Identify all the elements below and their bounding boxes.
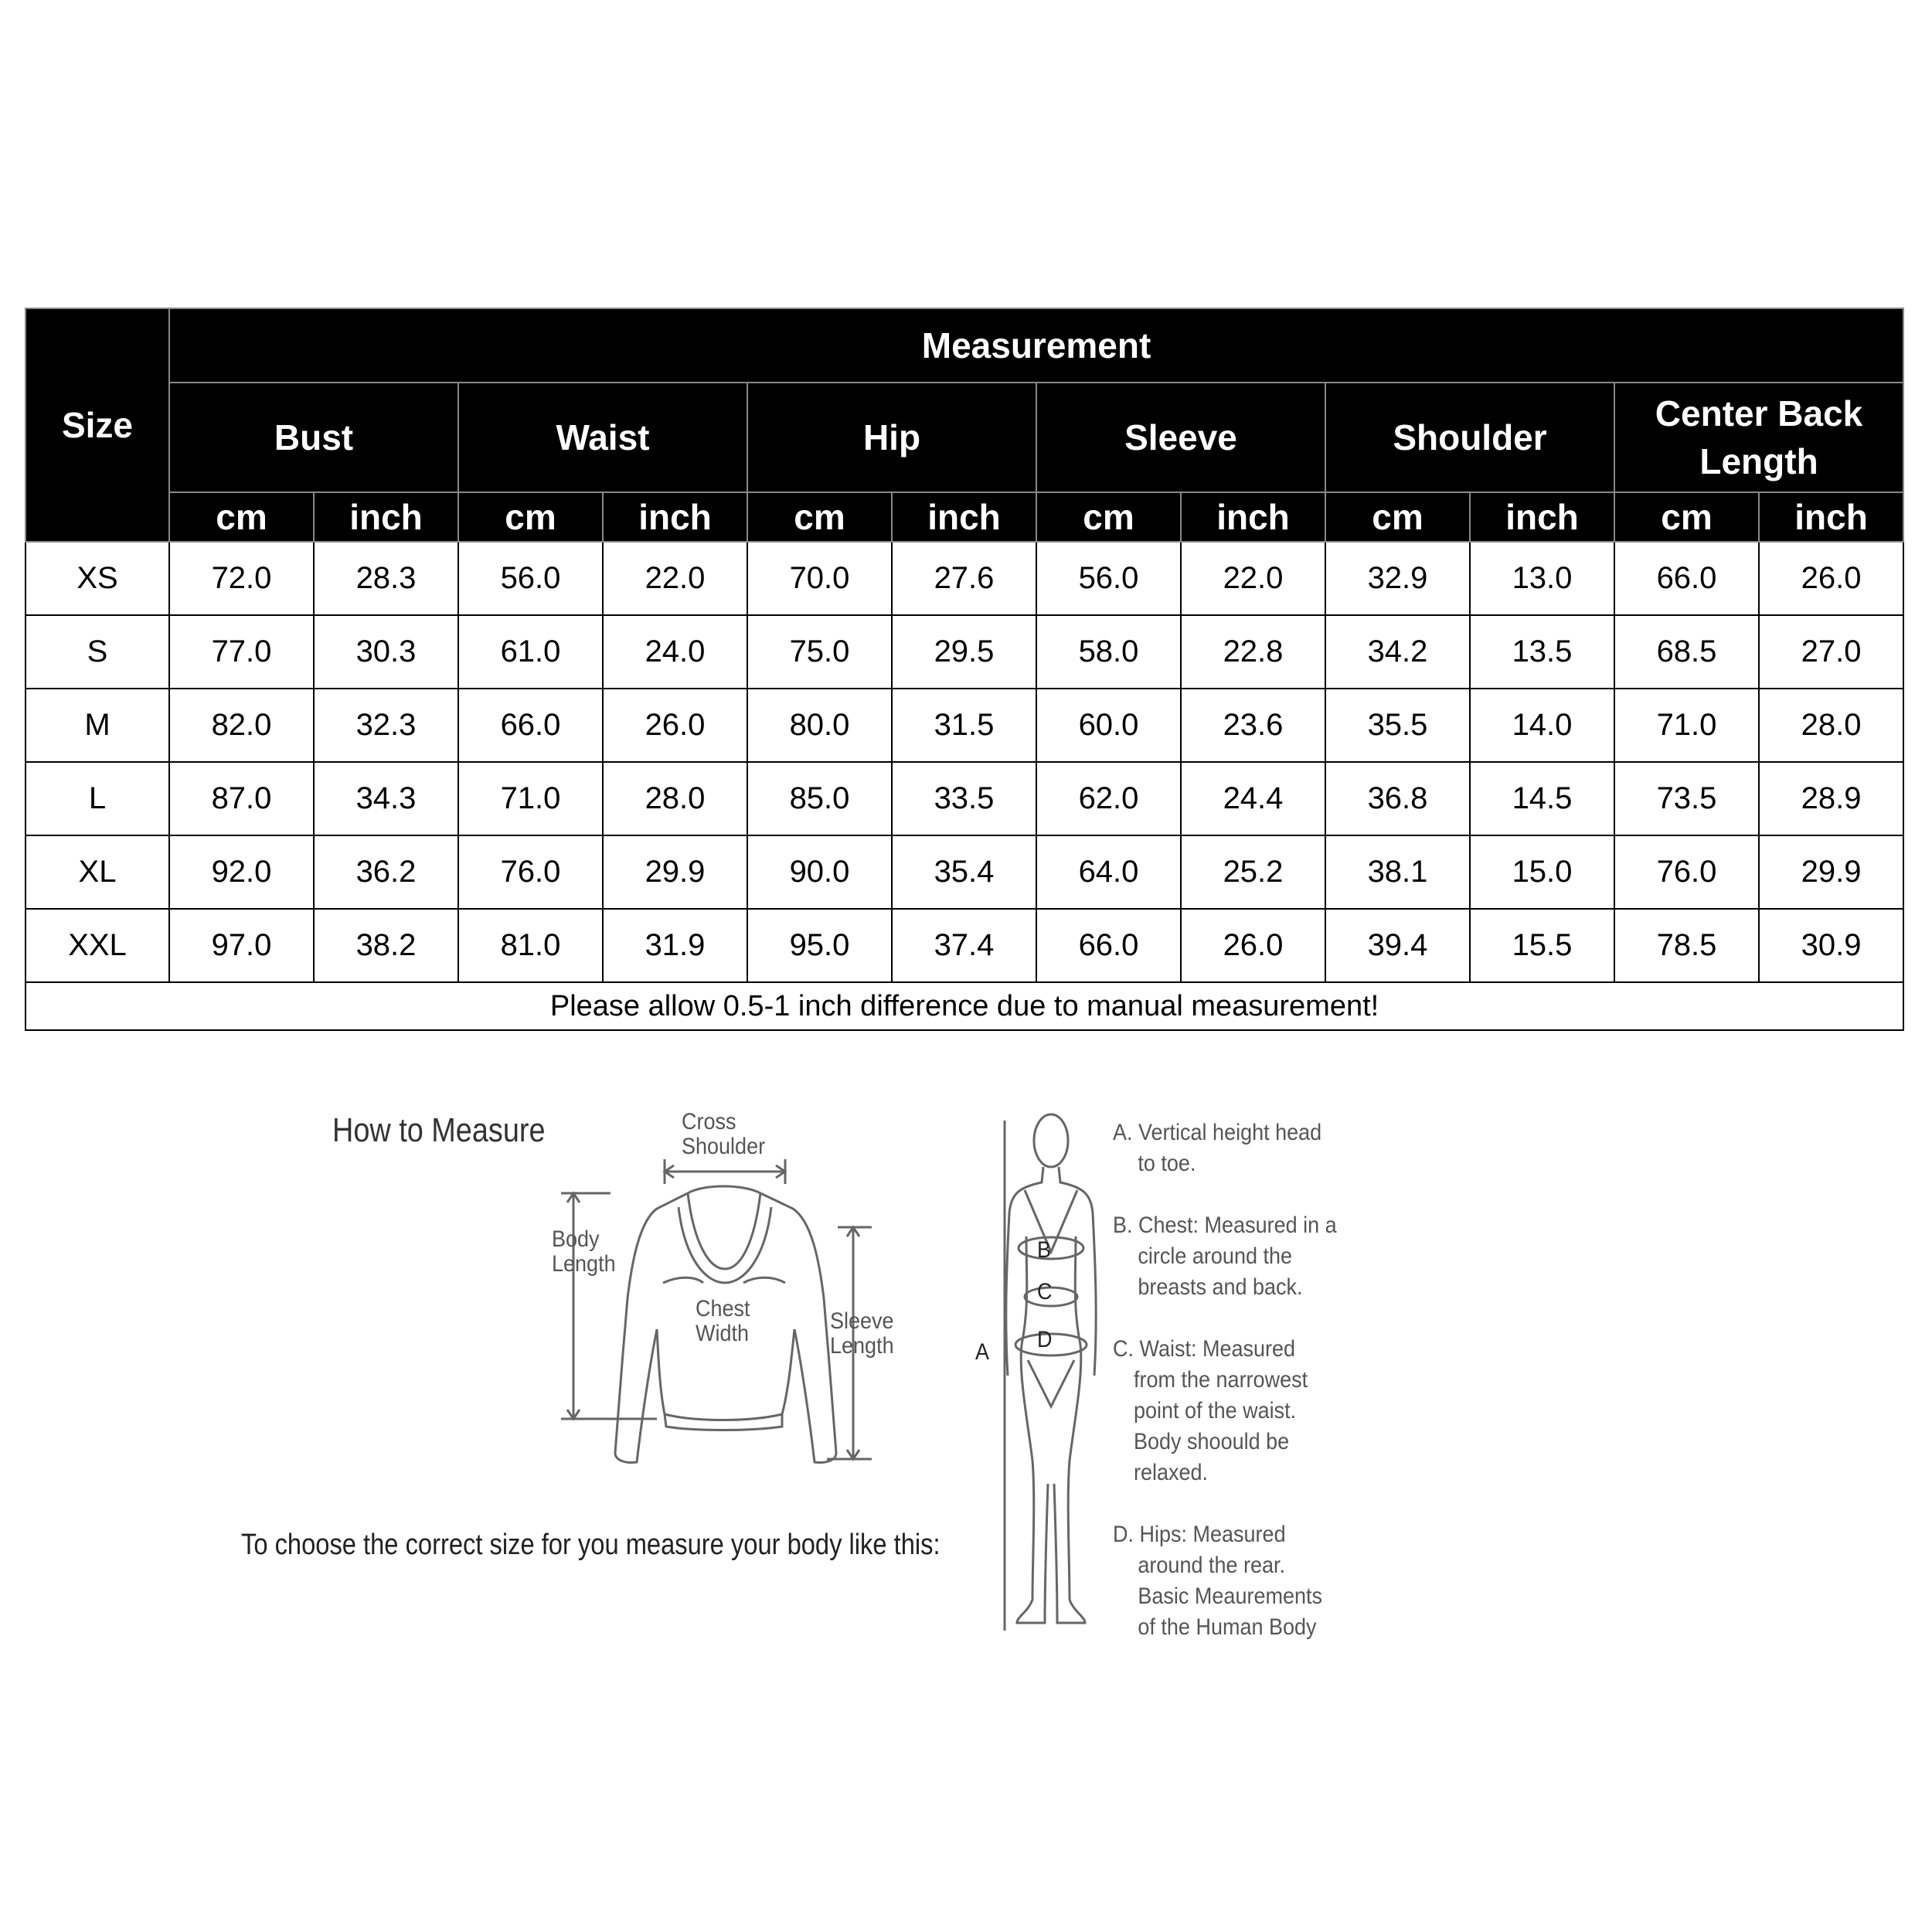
- note-d-line2: around the rear.: [1138, 1553, 1286, 1578]
- value-cell: 61.0: [458, 615, 603, 689]
- value-cell: 28.0: [1759, 689, 1903, 762]
- value-cell: 36.8: [1325, 762, 1470, 835]
- value-cell: 27.0: [1759, 615, 1903, 689]
- value-cell: 30.9: [1759, 909, 1903, 982]
- value-cell: 66.0: [458, 689, 603, 762]
- size-cell: L: [26, 762, 169, 835]
- value-cell: 81.0: [458, 909, 603, 982]
- note-d-line3: Basic Meaurements: [1138, 1583, 1322, 1609]
- value-cell: 28.0: [603, 762, 747, 835]
- size-cell: XL: [26, 835, 169, 909]
- value-cell: 64.0: [1036, 835, 1181, 909]
- unit-header-inch: inch: [1759, 492, 1903, 542]
- table-row: [26, 689, 1903, 762]
- value-cell: 15.5: [1470, 909, 1614, 982]
- group-header-center-back-length: Center Back Length: [1614, 383, 1903, 492]
- note-d: [1113, 1519, 1335, 1643]
- unit-header-inch: inch: [603, 492, 747, 542]
- value-cell: 13.0: [1470, 542, 1614, 615]
- note-b-line3: breasts and back.: [1138, 1274, 1303, 1300]
- value-cell: 71.0: [458, 762, 603, 835]
- value-cell: 56.0: [458, 542, 603, 615]
- note-d-line4: of the Human Body: [1138, 1614, 1317, 1640]
- note-c-line2: from the narrowest: [1134, 1367, 1308, 1393]
- value-cell: 26.0: [603, 689, 747, 762]
- unit-header-inch: inch: [892, 492, 1036, 542]
- note-b-line1: B. Chest: Measured in a: [1113, 1213, 1337, 1238]
- value-cell: 39.4: [1325, 909, 1470, 982]
- value-cell: 78.5: [1614, 909, 1759, 982]
- size-cell: XS: [26, 542, 169, 615]
- value-cell: 75.0: [747, 615, 892, 689]
- value-cell: 97.0: [169, 909, 314, 982]
- value-cell: 95.0: [747, 909, 892, 982]
- cross-shoulder-line1: Cross: [682, 1109, 736, 1134]
- value-cell: 14.5: [1470, 762, 1614, 835]
- value-cell: 22.8: [1181, 615, 1325, 689]
- value-cell: 22.0: [1181, 542, 1325, 615]
- chest-width-line2: Width: [696, 1321, 750, 1346]
- chest-width-line1: Chest: [696, 1296, 750, 1321]
- value-cell: 31.5: [892, 689, 1036, 762]
- choose-size-instruction: To choose the correct size for you measure your body like this:: [241, 1529, 940, 1561]
- unit-header-inch: inch: [1470, 492, 1614, 542]
- note-c-line4: Body shoould be: [1134, 1429, 1290, 1454]
- unit-header-cm: cm: [1614, 492, 1759, 542]
- value-cell: 29.5: [892, 615, 1036, 689]
- value-cell: 90.0: [747, 835, 892, 909]
- table-row: [26, 835, 1903, 909]
- body-letter-b: B: [1037, 1237, 1052, 1263]
- value-cell: 24.0: [603, 615, 747, 689]
- note-d-line1: D. Hips: Measured: [1113, 1522, 1286, 1547]
- value-cell: 24.4: [1181, 762, 1325, 835]
- note-a: [1113, 1117, 1335, 1179]
- value-cell: 28.9: [1759, 762, 1903, 835]
- unit-header-inch: inch: [314, 492, 458, 542]
- value-cell: 38.1: [1325, 835, 1470, 909]
- unit-header-cm: cm: [1036, 492, 1181, 542]
- human-body-illustration: [974, 1097, 1113, 1654]
- group-header-hip: Hip: [747, 383, 1036, 492]
- value-cell: 92.0: [169, 835, 314, 909]
- value-cell: 32.9: [1325, 542, 1470, 615]
- value-cell: 60.0: [1036, 689, 1181, 762]
- group-header-waist: Waist: [458, 383, 747, 492]
- value-cell: 35.4: [892, 835, 1036, 909]
- value-cell: 27.6: [892, 542, 1036, 615]
- note-a-line2: to toe.: [1138, 1151, 1196, 1176]
- value-cell: 26.0: [1181, 909, 1325, 982]
- measurement-note: Please allow 0.5-1 inch difference due to manual measurement!: [26, 982, 1903, 1030]
- value-cell: 70.0: [747, 542, 892, 615]
- chest-width-label: [696, 1297, 750, 1346]
- measurement-notes: [1113, 1117, 1360, 1674]
- value-cell: 29.9: [1759, 835, 1903, 909]
- value-cell: 76.0: [458, 835, 603, 909]
- value-cell: 72.0: [169, 542, 314, 615]
- value-cell: 25.2: [1181, 835, 1325, 909]
- table-row: [26, 615, 1903, 689]
- value-cell: 30.3: [314, 615, 458, 689]
- value-cell: 71.0: [1614, 689, 1759, 762]
- cross-shoulder-line2: Shoulder: [682, 1134, 766, 1159]
- sleeve-length-label: [830, 1309, 894, 1359]
- value-cell: 36.2: [314, 835, 458, 909]
- unit-header-cm: cm: [458, 492, 603, 542]
- value-cell: 26.0: [1759, 542, 1903, 615]
- value-cell: 34.3: [314, 762, 458, 835]
- value-cell: 66.0: [1614, 542, 1759, 615]
- note-b: [1113, 1210, 1335, 1303]
- note-c-line5: relaxed.: [1134, 1460, 1209, 1485]
- value-cell: 31.9: [603, 909, 747, 982]
- value-cell: 82.0: [169, 689, 314, 762]
- table-row: [26, 909, 1903, 982]
- value-cell: 77.0: [169, 615, 314, 689]
- sleeve-length-line2: Length: [830, 1333, 894, 1359]
- value-cell: 32.3: [314, 689, 458, 762]
- size-cell: XXL: [26, 909, 169, 982]
- value-cell: 35.5: [1325, 689, 1470, 762]
- note-c: [1113, 1334, 1335, 1488]
- size-chart-table: [25, 308, 1904, 1031]
- how-to-measure-title: How to Measure: [332, 1111, 546, 1149]
- group-header-bust: Bust: [169, 383, 458, 492]
- body-letter-c: C: [1037, 1279, 1053, 1304]
- value-cell: 76.0: [1614, 835, 1759, 909]
- value-cell: 85.0: [747, 762, 892, 835]
- value-cell: 37.4: [892, 909, 1036, 982]
- value-cell: 29.9: [603, 835, 747, 909]
- table-row: [26, 762, 1903, 835]
- value-cell: 34.2: [1325, 615, 1470, 689]
- unit-header-cm: cm: [1325, 492, 1470, 542]
- group-header-shoulder: Shoulder: [1325, 383, 1614, 492]
- value-cell: 68.5: [1614, 615, 1759, 689]
- value-cell: 62.0: [1036, 762, 1181, 835]
- body-length-line2: Length: [552, 1251, 616, 1277]
- value-cell: 66.0: [1036, 909, 1181, 982]
- size-column-header: Size: [26, 308, 169, 542]
- size-cell: S: [26, 615, 169, 689]
- value-cell: 33.5: [892, 762, 1036, 835]
- body-letter-a: A: [975, 1339, 990, 1365]
- value-cell: 15.0: [1470, 835, 1614, 909]
- unit-header-inch: inch: [1181, 492, 1325, 542]
- sleeve-length-line1: Sleeve: [830, 1308, 894, 1334]
- unit-header-cm: cm: [747, 492, 892, 542]
- value-cell: 14.0: [1470, 689, 1614, 762]
- body-letter-d: D: [1037, 1327, 1053, 1352]
- value-cell: 58.0: [1036, 615, 1181, 689]
- group-header-sleeve: Sleeve: [1036, 383, 1325, 492]
- cross-shoulder-label: [682, 1110, 765, 1159]
- table-row: [26, 542, 1903, 615]
- value-cell: 13.5: [1470, 615, 1614, 689]
- value-cell: 22.0: [603, 542, 747, 615]
- body-length-label: [552, 1227, 616, 1277]
- note-b-line2: circle around the: [1138, 1243, 1293, 1269]
- note-c-line3: point of the waist.: [1134, 1398, 1297, 1423]
- size-cell: M: [26, 689, 169, 762]
- note-a-line1: A. Vertical height head: [1113, 1120, 1322, 1145]
- unit-header-cm: cm: [169, 492, 314, 542]
- value-cell: 73.5: [1614, 762, 1759, 835]
- body-length-line1: Body: [552, 1226, 600, 1252]
- value-cell: 80.0: [747, 689, 892, 762]
- body-figure-diagram: [974, 1097, 1113, 1654]
- value-cell: 23.6: [1181, 689, 1325, 762]
- note-c-line1: C. Waist: Measured: [1113, 1336, 1296, 1362]
- measurement-header: Measurement: [169, 308, 1903, 383]
- value-cell: 38.2: [314, 909, 458, 982]
- value-cell: 28.3: [314, 542, 458, 615]
- value-cell: 87.0: [169, 762, 314, 835]
- value-cell: 56.0: [1036, 542, 1181, 615]
